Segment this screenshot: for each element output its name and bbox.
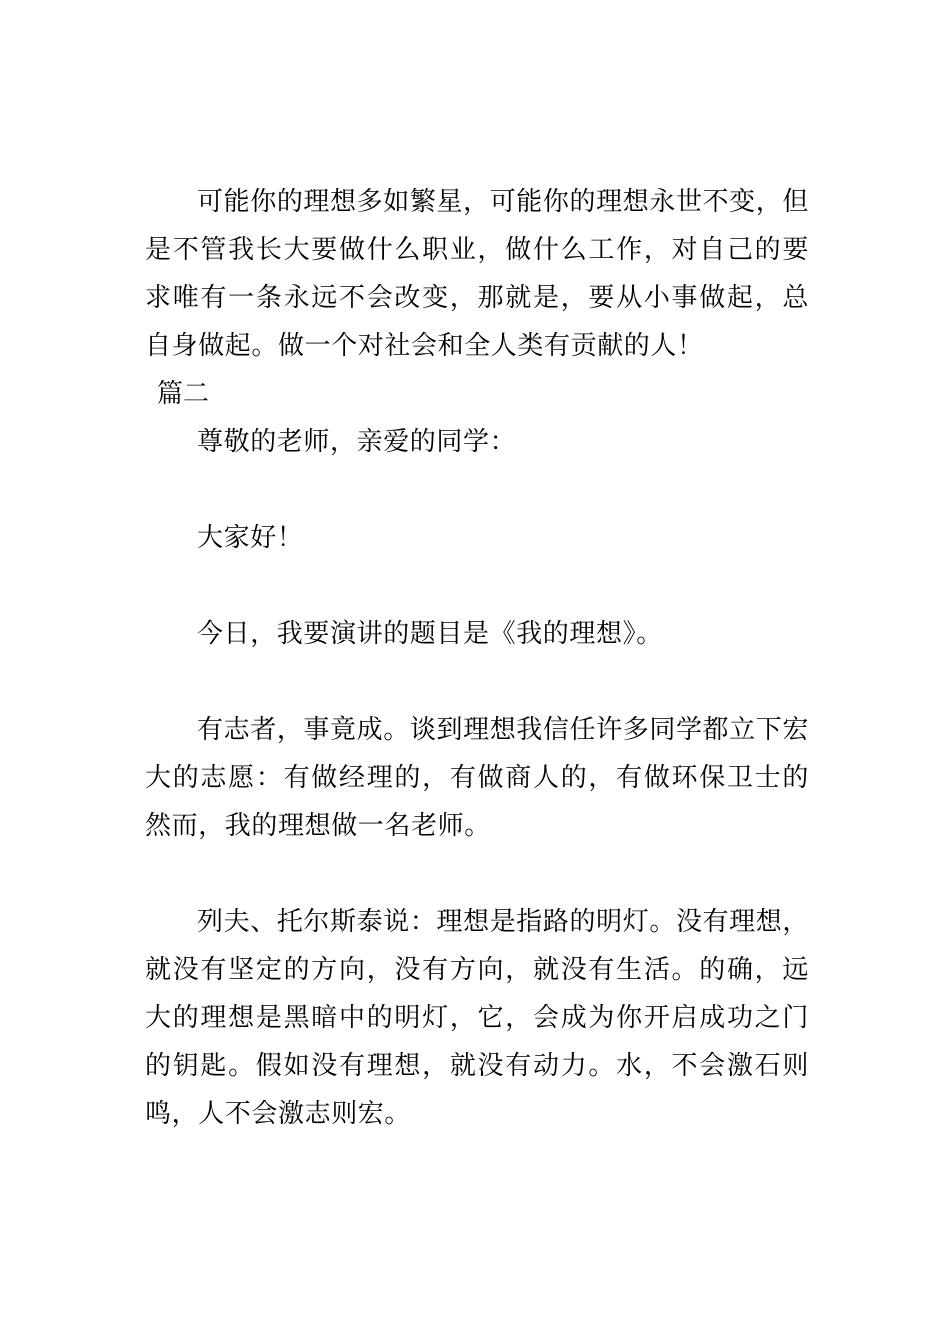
paragraph-ideal-conclusion: 可能你的理想多如繁星，可能你的理想永世不变，但是不管我长大要做什么职业，做什么工作，对自己的要求唯有一条永远不会改变，那就是，要从小事做起，总自身做起。做一个对社会和全人类有贡献的人！ — [145, 187, 809, 361]
blank-line — [145, 658, 809, 706]
topic-line: 今日，我要演讲的题目是《我的理想》。 — [197, 619, 663, 649]
hello-line: 大家好！ — [197, 523, 304, 553]
blank-line — [145, 562, 809, 610]
blank-line — [145, 466, 809, 514]
paragraph-aspiration: 有志者，事竟成。谈到理想我信任许多同学都立下宏大的志愿：有做经理的，有做商人的，有做环保卫士的然而，我的理想做一名老师。 — [145, 715, 809, 841]
greeting-line: 尊敬的老师，亲爱的同学： — [197, 427, 517, 457]
paragraph-tolstoy-quote: 列夫、托尔斯泰说：理想是指路的明灯。没有理想，就没有坚定的方向，没有方向，就没有生活。的确，远大的理想是黑暗中的明灯，它，会成为你开启成功之门的钥匙。假如没有理想，就没有动力。水，不会激石则鸣，人不会激志则宏。 — [145, 907, 809, 1129]
blank-line — [145, 850, 809, 898]
section-heading: 篇二 — [157, 379, 210, 409]
document-page — [145, 178, 809, 1138]
